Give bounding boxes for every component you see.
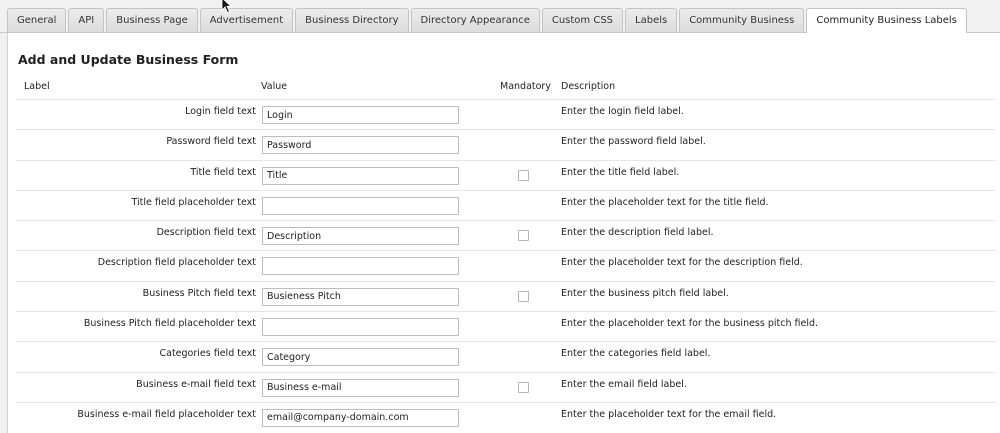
table-row xyxy=(16,190,996,220)
tab-community-business[interactable]: Community Business xyxy=(679,8,804,32)
header-label: Label xyxy=(24,81,50,92)
field-description: Enter the title field label. xyxy=(561,166,680,178)
field-value-input[interactable] xyxy=(262,197,459,215)
tab-community-business-labels[interactable]: Community Business Labels xyxy=(806,8,967,33)
mandatory-checkbox[interactable] xyxy=(518,230,529,241)
mouse-pointer-icon xyxy=(221,0,233,14)
field-description: Enter the password field label. xyxy=(561,136,706,148)
table-row xyxy=(16,402,996,432)
tab-labels[interactable]: Labels xyxy=(625,8,677,32)
field-label: Business e-mail field text xyxy=(136,378,256,390)
table-header xyxy=(16,77,996,97)
field-label: Login field text xyxy=(185,106,256,117)
table-row xyxy=(16,372,996,402)
table-row xyxy=(16,341,996,371)
settings-tab-bar xyxy=(0,0,1000,33)
mandatory-checkbox[interactable] xyxy=(518,170,529,181)
table-row xyxy=(16,160,996,190)
tab-advertisement[interactable]: Advertisement xyxy=(200,8,293,32)
field-label: Categories field text xyxy=(159,348,256,360)
field-value-input[interactable] xyxy=(262,167,459,185)
mandatory-checkbox[interactable] xyxy=(518,291,529,302)
table-row xyxy=(16,129,996,159)
field-value-input[interactable] xyxy=(262,257,459,275)
tab-api[interactable]: API xyxy=(68,8,104,32)
field-value-input[interactable] xyxy=(262,136,459,154)
field-value-input[interactable] xyxy=(262,409,459,427)
table-row xyxy=(16,281,996,311)
field-value-input[interactable] xyxy=(262,227,459,245)
field-label: Business Pitch field placeholder text xyxy=(83,318,256,330)
field-description: Enter the email field label. xyxy=(561,378,687,390)
field-value-input[interactable] xyxy=(262,348,459,366)
header-mandatory: Mandatory xyxy=(500,81,551,92)
field-description: Enter the placeholder text for the business pitch field. xyxy=(561,318,819,330)
field-description: Enter the login field label. xyxy=(561,106,684,117)
mandatory-checkbox[interactable] xyxy=(518,382,529,393)
field-description: Enter the placeholder text for the description field. xyxy=(561,257,803,269)
field-label: Description field text xyxy=(156,227,256,239)
field-label: Business Pitch field text xyxy=(142,287,256,299)
tab-list xyxy=(7,8,969,33)
field-description: Enter the description field label. xyxy=(561,227,714,239)
table-row xyxy=(16,99,996,129)
header-value: Value xyxy=(261,81,288,92)
tab-business-directory[interactable]: Business Directory xyxy=(295,8,408,32)
field-description: Enter the categories field label. xyxy=(561,348,711,360)
tab-custom-css[interactable]: Custom CSS xyxy=(542,8,623,32)
field-description: Enter the placeholder text for the email field. xyxy=(561,408,777,420)
form-title: Add and Update Business Form xyxy=(18,52,239,67)
settings-panel xyxy=(7,33,1000,433)
field-label: Title field placeholder text xyxy=(131,196,256,208)
table-row xyxy=(16,220,996,250)
tab-business-page[interactable]: Business Page xyxy=(106,8,197,32)
table-row xyxy=(16,250,996,280)
field-value-input[interactable] xyxy=(262,379,459,397)
field-label: Title field text xyxy=(190,166,256,178)
tab-general[interactable]: General xyxy=(7,8,66,32)
field-label: Password field text xyxy=(166,136,256,148)
field-description: Enter the placeholder text for the title field. xyxy=(561,196,769,208)
header-description: Description xyxy=(561,81,616,92)
table-row xyxy=(16,311,996,341)
field-value-input[interactable] xyxy=(262,318,459,336)
field-value-input[interactable] xyxy=(262,106,459,124)
field-description: Enter the business pitch field label. xyxy=(561,287,729,299)
field-label: Business e-mail field placeholder text xyxy=(77,408,256,420)
field-label: Description field placeholder text xyxy=(97,257,256,269)
tab-directory-appearance[interactable]: Directory Appearance xyxy=(411,8,540,32)
form-rows xyxy=(16,99,996,432)
field-value-input[interactable] xyxy=(262,288,459,306)
